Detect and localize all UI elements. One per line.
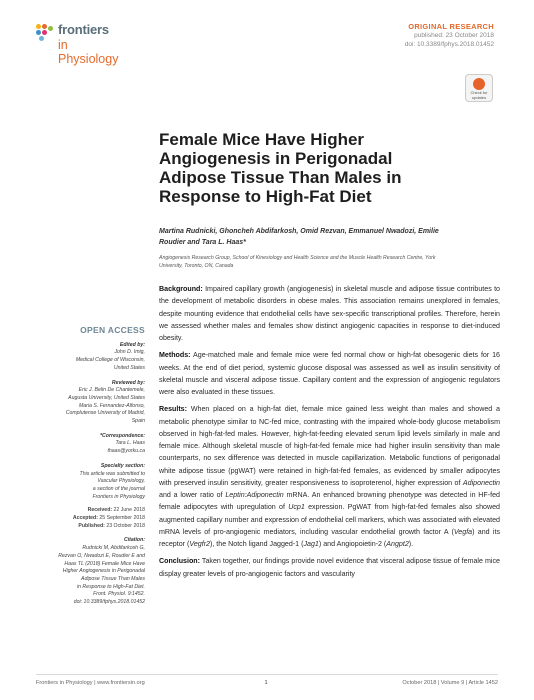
results-text: ) and Angiopoietin-2 ( — [318, 540, 387, 548]
correspondence-email[interactable]: thaas@yorku.ca — [107, 448, 145, 455]
editor-line: United States — [113, 364, 145, 371]
article-info-sidebar — [36, 327, 145, 607]
citation-line: Higher Angiogenesis in Perigonadal — [62, 568, 145, 575]
published-label: Published: — [78, 522, 105, 529]
citation-line: Front. Physiol. 9:1452. — [93, 591, 145, 598]
accepted-value: 25 September 2018 — [99, 515, 145, 522]
gene-adiponectin: Adiponectin — [462, 478, 500, 487]
specialty-label: Specialty section: — [100, 462, 145, 469]
specialty-line: a section of the journal — [92, 485, 145, 492]
editor-line: John D. Imig, — [114, 349, 145, 356]
results-label: Results: — [159, 405, 187, 414]
gene-angpt2: Angpt2 — [386, 540, 409, 548]
affiliation: Angiogenesis Research Group, School of Kinesiology and Health Science and the Muscle Health Research Centre, York University, Toronto, ON, Canada — [159, 255, 436, 269]
footer-issue: October 2018 | Volume 9 | Article 1452 — [402, 680, 498, 686]
reviewer-line: Complutense University of Madrid, — [65, 410, 145, 417]
abstract-methods — [159, 349, 500, 398]
citation — [36, 545, 145, 607]
abstract-conclusion — [159, 555, 500, 580]
specialty-line: This article was submitted to — [79, 470, 145, 477]
published-date: published: 23 October 2018 — [414, 32, 494, 39]
article-header — [405, 22, 494, 49]
citation-line: Rezvan O, Nwadozi E, Roudier E and — [58, 552, 145, 559]
abstract-results — [159, 403, 500, 550]
check-for-updates-icon — [473, 78, 485, 90]
results-text: expression. PgWAT from high-fat-fed females also showed augmented capillary number and expression of endothelial cell markers, which was associated with elevated mRNA levels of pro-angiogenic mediators, including vascular endothelial growth factor A ( — [159, 503, 500, 536]
article-type: ORIGINAL RESEARCH — [408, 22, 494, 31]
accepted-label: Accepted: — [72, 515, 98, 522]
badge-line2: updates — [471, 94, 487, 100]
journal-name: frontiers — [58, 22, 109, 37]
published-date-sidebar — [36, 523, 145, 531]
gene-vegfa: Vegfa — [453, 527, 473, 536]
specialty-line: Frontiers in Physiology — [92, 493, 145, 500]
background-text: Impaired capillary growth (angiogenesis) in skeletal muscle and adipose tissue contributes to the development of metabolic disorders in obese males. This association remains unexplored in females, despite mounting evidence that endothelial cells have sex-specific transcriptional profiles. Therefore, herein we assessed whether males and females show distinct angiogenic capacities in response to diet-induced obesity. — [159, 285, 500, 342]
correspondence — [36, 440, 145, 455]
check-for-updates-button[interactable] — [465, 74, 493, 102]
specialty-section — [36, 471, 145, 502]
conclusion-text: Taken together, our findings provide novel evidence that visceral adipose tissue of female mice display greater levels of pro-angiogenic factors and vascularity — [159, 557, 500, 578]
article-dates — [36, 507, 145, 530]
results-text: ), the Notch ligand Jagged-1 ( — [210, 540, 304, 548]
background-label: Background: — [159, 285, 203, 293]
results-text: and a lower ratio of — [159, 491, 226, 499]
page-number: 1 — [264, 680, 268, 686]
results-text: ) and its receptor ( — [159, 527, 500, 548]
open-access-label[interactable]: OPEN ACCESS — [80, 325, 145, 335]
edited-by-label: Edited by: — [119, 341, 145, 348]
abstract-background — [159, 283, 500, 344]
results-text: mRNA. An enhanced browning phenotype was detected in HF-fed female adipocytes with upregulation of — [159, 491, 500, 512]
correspondence-name: Tara L. Haas — [115, 440, 145, 447]
reviewer-line: Spain — [131, 418, 145, 425]
citation-line: Haas TL (2018) Female Mice Have — [64, 560, 145, 567]
correspondence-label: *Correspondence: — [100, 432, 145, 439]
journal-subname: in Physiology — [58, 38, 119, 66]
reviewer-line: Maria S. Fernandez-Alfonso, — [78, 402, 145, 409]
gene-ratio: Leptin:Adiponectin — [225, 491, 284, 499]
footer-journal[interactable]: Frontiers in Physiology | www.frontiersin.org — [36, 680, 145, 686]
reviewed-by — [36, 387, 145, 426]
reviewer-line: Augusta University, United States — [68, 394, 145, 401]
published-value: 23 October 2018 — [106, 522, 145, 529]
gene-jag1: Jag1 — [303, 540, 319, 548]
citation-line: in Response to High-Fat Diet. — [76, 583, 145, 590]
article-doi[interactable]: doi: 10.3389/fphys.2018.01452 — [404, 41, 494, 48]
received-label: Received: — [87, 507, 113, 514]
results-text: ). — [408, 540, 414, 548]
methods-label: Methods: — [159, 351, 191, 360]
citation-label: Citation: — [123, 537, 145, 544]
accepted-date — [36, 515, 145, 523]
reviewer-line: Eric J. Belin De Chantemele, — [78, 387, 145, 394]
specialty-line: Vascular Physiology, — [97, 478, 145, 485]
edited-by — [36, 349, 145, 372]
gene-ucp1: Ucp1 — [288, 503, 305, 512]
received-date — [36, 507, 145, 515]
abstract — [159, 283, 500, 585]
article-title: Female Mice Have Higher Angiogenesis in Perigonadal Adipose Tissue Than Males in Response to High-Fat Diet — [159, 130, 402, 206]
results-text: When placed on a high-fat diet, female mice gained less weight than males and showed a metabolic phenotype similar to NC-fed mice, contrasting with the impaired whole-body glucose metabolism observed in high-fat-fed males. However, high-fat-feeding elevated serum lipid levels similarly in male and female mice. Although skeletal muscle of high-fat-fed female mice had higher insulin sensitivity than male counterparts, no sex difference was detected in muscle capillarization. Metabolic functions of perigonadal white adipose tissue (pgWAT) were retained in high-fat-fed females, as evidenced by smaller adipocytes with preserved insulin sensitivity, greater responsiveness to isoproterenol, higher expression of — [159, 405, 500, 487]
gene-vegfr2: Vegfr2 — [189, 540, 210, 548]
citation-line: Adipose Tissue Than Males — [81, 575, 145, 582]
citation-doi[interactable]: doi: 10.3389/fphys.2018.01452 — [73, 599, 145, 606]
reviewed-by-label: Reviewed by: — [111, 379, 145, 386]
citation-line: Rudnicki M, Abdifarkosh G, — [82, 545, 145, 552]
author-list: Martina Rudnicki, Ghoncheh Abdifarkosh, Omid Rezvan, Emmanuel Nwadozi, Emilie Roudier and Tara L. Haas* — [159, 228, 439, 246]
methods-text: Age-matched male and female mice were fed normal chow or high-fat obesogenic diets for 16 weeks. At the end of diet period, systemic glucose disposal was assessed as well as insulin sensitivity of skeletal muscle and visceral adipose tissue. Capillary content and the expression of angiogenic regulators were also evaluated in these tissues. — [159, 351, 500, 396]
journal-logo[interactable] — [36, 22, 119, 66]
badge-line1: Check for — [470, 90, 488, 95]
received-value: 22 June 2018 — [113, 507, 145, 514]
editor-line: Medical College of Wisconsin, — [75, 357, 145, 364]
frontiers-dots-icon — [36, 24, 54, 42]
conclusion-label: Conclusion: — [159, 557, 200, 566]
footer-divider — [36, 674, 498, 675]
